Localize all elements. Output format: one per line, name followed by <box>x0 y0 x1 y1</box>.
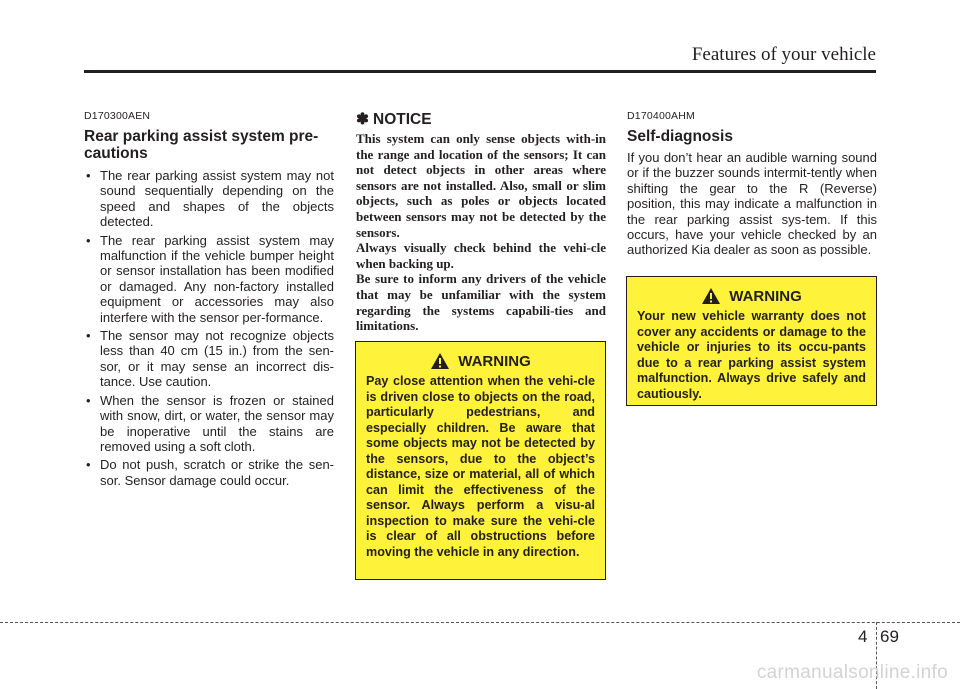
bullet-icon: • <box>86 232 91 248</box>
warning-text: Your new vehicle warranty does not cover any accidents or damage to the vehicle or injuries to its occu-pants due to a rear parking assist system malfunction. Always drive safely and cautiously. <box>637 309 866 401</box>
self-diagnosis-text: If you don’t hear an audible warning sound or if the buzzer sounds intermit-tently when shifting the gear to the R (Reverse) position, this may indicate a malfunction in the rear parking assist sys-tem. If this occurs, have your vehicle checked by an authorized Kia dealer as soon as possible. <box>627 150 877 258</box>
warning-text: Pay close attention when the vehi-cle is driven close to objects on the road, particularly pedestrians, and especially children. Be aware that some objects may not be detected by the sensors, due to the object’s distance, size or material, all of which can limit the effectiveness of the sensor. Always perform a visu-al inspection to make sure the vehi-cle is clear of all obstructions before moving the vehicle in any direction. <box>366 374 595 559</box>
list-item <box>84 168 334 230</box>
warning-box <box>626 276 877 406</box>
list-item-text: When the sensor is frozen or stained with snow, dirt, or water, the sensor may be inoperative until the stains are removed using a soft cloth. <box>100 392 334 454</box>
list-item-text: The rear parking assist system may malfunction if the vehicle bumper height or sensor installation has been modified or damaged. Any non-factory installed equipment or accessories may also interfere with the sensor per-formance. <box>100 232 334 325</box>
bullet-icon: • <box>86 392 91 408</box>
section-heading: Self-diagnosis <box>627 128 733 145</box>
section-code: D170300AEN <box>84 110 151 122</box>
warning-label: WARNING <box>729 287 802 305</box>
bullet-icon: • <box>86 457 91 473</box>
notice-star-icon: ✽ <box>356 111 369 128</box>
notice-paragraph: Always visually check behind the vehi-cle when backing up. <box>356 240 606 271</box>
footer-divider <box>0 622 960 623</box>
bullet-icon: • <box>86 328 91 344</box>
notice-paragraph: This system can only sense objects with-in the range and location of the sensors; It can not detect objects in other areas where sensors are not installed. Also, small or slim objects, such as poles or objects located between sensors may not be detected by the sensors. <box>356 131 606 240</box>
section-code: D170400AHM <box>627 110 695 122</box>
warning-label: WARNING <box>458 352 531 370</box>
middle-column <box>356 110 606 334</box>
warning-heading <box>637 287 866 305</box>
list-item <box>84 457 334 488</box>
header-rule <box>84 70 876 73</box>
list-item-text: The rear parking assist system may not sound sequentially depending on the speed and shapes of the objects detected. <box>100 168 334 230</box>
right-column <box>627 110 877 258</box>
notice-label: NOTICE <box>373 110 432 128</box>
warning-box <box>355 341 606 580</box>
list-item-text: The sensor may not recognize objects less than 40 cm (15 in.) from the sen-sor, or it may sense an incorrect dis-tance. Use caution. <box>100 328 334 390</box>
page-number: 69 <box>880 627 899 646</box>
bullet-icon: • <box>86 168 91 183</box>
warning-heading <box>366 352 595 370</box>
notice-paragraph: Be sure to inform any drivers of the vehicle that may be unfamiliar with the system regarding the systems capabili-ties and limitations. <box>356 271 606 334</box>
left-column <box>84 110 334 491</box>
precautions-list <box>84 168 334 488</box>
notice-heading <box>356 110 606 129</box>
section-heading <box>84 128 334 162</box>
section-title: Features of your vehicle <box>691 44 876 65</box>
list-item <box>84 233 334 325</box>
heading-line: cautions <box>84 145 148 162</box>
list-item-text: Do not push, scratch or strike the sen-sor. Sensor damage could occur. <box>100 457 334 488</box>
list-item <box>84 328 334 390</box>
warning-triangle-icon <box>701 287 721 305</box>
warning-triangle-icon <box>430 352 450 370</box>
chapter-number: 4 <box>858 627 868 646</box>
heading-line: Rear parking assist system pre- <box>84 128 319 145</box>
list-item <box>84 393 334 455</box>
watermark: carmanualsonline.info <box>756 662 948 683</box>
